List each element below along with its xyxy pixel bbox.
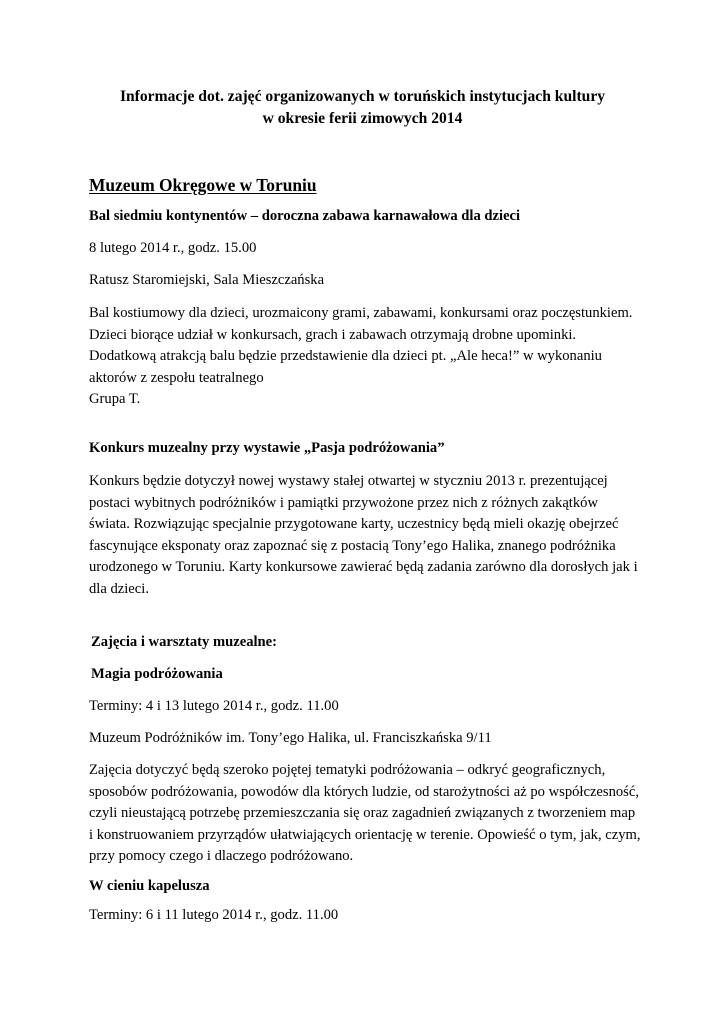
paragraph-line: Konkurs będzie dotyczył nowej wystawy stałej otwartej w styczniu 2013 r. prezentującej	[89, 473, 608, 489]
event-1-title: Bal siedmiu kontynentów – doroczna zabawa karnawałowa dla dzieci	[89, 208, 521, 224]
document-title-line-1: Informacje dot. zajęć organizowanych w toruńskich instytucjach kultury	[119, 88, 606, 105]
paragraph-line: urodzonego w Toruniu. Karty konkursowe zawierać będą zadania zarówno dla dorosłych jak i	[89, 559, 638, 576]
paragraph-line: świata. Rozwiązując specjalnie przygotowane karty, uczestnicy będą mieli okazję obejrzeć	[89, 516, 619, 533]
event-1-place: Ratusz Staromiejski, Sala Mieszczańska	[89, 272, 325, 288]
paragraph-line: przy pomocy czego i dlaczego podróżowano.	[89, 848, 354, 865]
workshop-1-description	[89, 760, 641, 868]
paragraph-line: Grupa T.	[89, 391, 141, 408]
paragraph-line: Dzieci biorące udział w konkursach, grach i zabawach otrzymają drobne upominki.	[89, 326, 577, 343]
section-heading-museum: Muzeum Okręgowe w Toruniu	[89, 175, 317, 195]
workshop-1-place: Muzeum Podróżników im. Tony’ego Halika, ul. Franciszkańska 9/11	[89, 730, 492, 746]
event-2-description	[89, 471, 638, 601]
workshop-2-terms: Terminy: 6 i 11 lutego 2014 r., godz. 11.00	[89, 907, 339, 923]
workshop-2-title: W cieniu kapelusza	[89, 878, 210, 894]
document-title-line-2: w okresie ferii zimowych 2014	[262, 110, 463, 127]
paragraph-line: fascynujące eksponaty oraz zapoznać się z postacią Tony’ego Halika, znanego podróżnika	[89, 537, 616, 554]
paragraph-line: postaci wybitnych podróżników i pamiątki przywożone przez nich z różnych zakątków	[89, 494, 598, 511]
paragraph-line: sposobów podróżowania, powodów dla których ludzie, od starożytności aż po współczesność,	[89, 783, 639, 800]
paragraph-line: Zajęcia dotyczyć będą szeroko pojętej tematyki podróżowania – odkryć geograficznych,	[89, 762, 606, 778]
workshop-1-terms: Terminy: 4 i 13 lutego 2014 r., godz. 11.00	[89, 698, 339, 714]
paragraph-line: Bal kostiumowy dla dzieci, urozmaicony grami, zabawami, konkursami oraz poczęstunkiem.	[89, 305, 633, 321]
paragraph-line: dla dzieci.	[89, 580, 149, 597]
event-1-description	[89, 303, 632, 411]
event-1-date: 8 lutego 2014 r., godz. 15.00	[89, 240, 257, 256]
paragraph-line: i konstruowaniem przyrządów ułatwiających orientację w terenie. Opowieść o tym, jak, czym,	[89, 826, 641, 843]
workshops-heading: Zajęcia i warsztaty muzealne:	[91, 634, 278, 650]
event-2-title: Konkurs muzealny przy wystawie „Pasja podróżowania”	[89, 440, 445, 456]
paragraph-line: czyli nieustającą potrzebę przemieszczania się oraz zagadnień związanych z tworzeniem map	[89, 805, 636, 822]
paragraph-line: Dodatkową atrakcją balu będzie przedstawienie dla dzieci pt. „Ale heca!” w wykonaniu	[89, 348, 602, 365]
paragraph-line: aktorów z zespołu teatralnego	[89, 369, 264, 386]
workshop-1-title: Magia podróżowania	[91, 666, 223, 682]
